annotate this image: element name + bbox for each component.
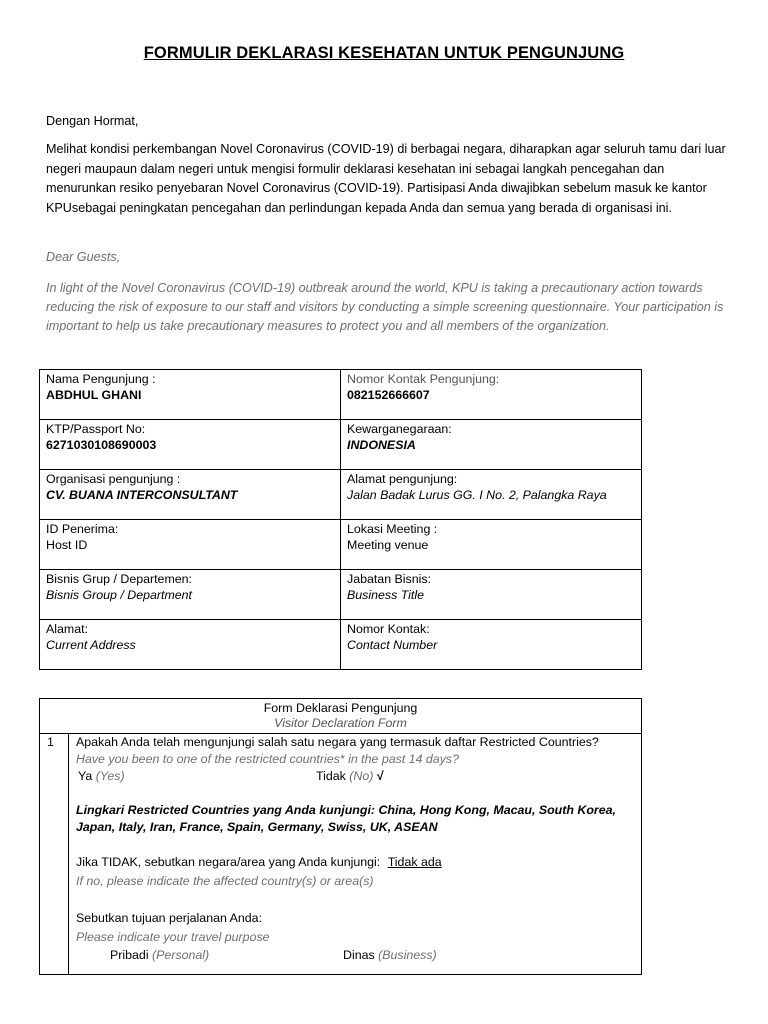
question-number: 1 bbox=[47, 735, 54, 749]
table-row bbox=[40, 520, 642, 570]
cell-value: Bisnis Group / Department bbox=[46, 588, 192, 602]
question-number-column bbox=[40, 734, 69, 974]
table-row bbox=[40, 470, 642, 520]
cell-label: Nomor Kontak Pengunjung: bbox=[347, 372, 500, 386]
option-business[interactable] bbox=[343, 947, 437, 964]
option-personal[interactable] bbox=[110, 947, 209, 964]
cell-label: Kewarganegaraan: bbox=[347, 422, 452, 436]
cell-label: Alamat: bbox=[46, 622, 89, 636]
table-row bbox=[40, 620, 642, 670]
cell-value: 6271030108690003 bbox=[46, 438, 157, 452]
question-3-en: Please indicate your travel purpose bbox=[76, 930, 270, 944]
option-yes[interactable] bbox=[78, 768, 125, 785]
cell-value: CV. BUANA INTERCONSULTANT bbox=[46, 488, 238, 502]
question-2 bbox=[76, 854, 442, 871]
table-row bbox=[40, 570, 642, 620]
question-1-en: Have you been to one of the restricted countries* in the past 14 days? bbox=[76, 752, 459, 766]
option-no[interactable] bbox=[316, 768, 384, 785]
visitor-name-cell[interactable] bbox=[40, 370, 341, 420]
visitor-contact-cell[interactable] bbox=[341, 370, 642, 420]
option-no-en: (No) bbox=[349, 769, 374, 783]
nationality-cell[interactable] bbox=[341, 420, 642, 470]
business-title-cell[interactable] bbox=[341, 570, 642, 620]
greeting-indonesian: Dengan Hormat, bbox=[46, 114, 139, 128]
address-cell[interactable] bbox=[40, 620, 341, 670]
option-business-en: (Business) bbox=[378, 948, 437, 962]
cell-value: 082152666607 bbox=[347, 388, 430, 402]
option-yes-en: (Yes) bbox=[95, 769, 125, 783]
question-2-en: If no, please indicate the affected country(s) or area(s) bbox=[76, 874, 374, 888]
question-1-id: Apakah Anda telah mengunjungi salah satu negara yang termasuk daftar Restricted Countries? bbox=[76, 735, 599, 749]
department-cell[interactable] bbox=[40, 570, 341, 620]
cell-value: ABDHUL GHANI bbox=[46, 388, 142, 402]
cell-label: Lokasi Meeting : bbox=[347, 522, 438, 536]
checkmark-icon: √ bbox=[376, 769, 384, 783]
question-2-id: Jika TIDAK, sebutkan negara/area yang Anda kunjungi: bbox=[76, 855, 381, 869]
cell-label: Organisasi pengunjung : bbox=[46, 472, 181, 486]
option-no-label: Tidak bbox=[316, 769, 346, 783]
cell-label: KTP/Passport No: bbox=[46, 422, 146, 436]
declaration-title-id: Form Deklarasi Pengunjung bbox=[263, 701, 418, 715]
question-2-answer[interactable]: Tidak ada bbox=[387, 855, 442, 869]
intro-english: In light of the Novel Coronavirus (COVID-19) outbreak around the world, KPU is taking a precautionary action towards reducing the risk of exposure to our staff and visitors by conducting a simple screening questionnaire. Your participation is important to help us take precautionary measures to protect you and all members of the organization. bbox=[46, 281, 724, 333]
cell-value: Business Title bbox=[347, 588, 425, 602]
option-personal-en: (Personal) bbox=[152, 948, 210, 962]
host-id-cell[interactable] bbox=[40, 520, 341, 570]
option-business-label: Dinas bbox=[343, 948, 375, 962]
cell-value: INDONESIA bbox=[347, 438, 416, 452]
cell-value: Contact Number bbox=[347, 638, 438, 652]
cell-label: Nomor Kontak: bbox=[347, 622, 430, 636]
restricted-countries: Lingkari Restricted Countries yang Anda kunjungi: China, Hong Kong, Macau, South Korea, Japan, Italy, Iran, France, Spain, Germany, Swiss, UK, ASEAN bbox=[76, 803, 616, 834]
table-row bbox=[40, 370, 642, 420]
organization-cell[interactable] bbox=[40, 470, 341, 520]
cell-value: Meeting venue bbox=[347, 538, 429, 552]
cell-value: Current Address bbox=[46, 638, 136, 652]
cell-label: Bisnis Grup / Departemen: bbox=[46, 572, 192, 586]
table-row bbox=[40, 420, 642, 470]
cell-label: Alamat pengunjung: bbox=[347, 472, 458, 486]
cell-label: Nama Pengunjung : bbox=[46, 372, 156, 386]
question-3-id: Sebutkan tujuan perjalanan Anda: bbox=[76, 911, 263, 925]
visitor-address-cell[interactable] bbox=[341, 470, 642, 520]
cell-value: Host ID bbox=[46, 538, 88, 552]
visitor-info-table bbox=[39, 369, 642, 670]
meeting-location-cell[interactable] bbox=[341, 520, 642, 570]
contact-number-cell[interactable] bbox=[341, 620, 642, 670]
intro-indonesian: Melihat kondisi perkembangan Novel Coronavirus (COVID-19) di berbagai negara, diharapkan agar seluruh tamu dari luar negeri maupaun dalam negeri untuk mengisi formulir deklarasi kesehatan ini sebagai langkah pencegahan dan menurunkan resiko penyebaran Novel Coronavirus (COVID-19). Partisipasi Anda diwajibkan sebelum masuk ke kantor KPUsebagai peningkatan pencegahan dan perlindungan kepada Anda dan semua yang berada di organisasi ini. bbox=[46, 142, 726, 215]
cell-label: Jabatan Bisnis: bbox=[347, 572, 432, 586]
passport-cell[interactable] bbox=[40, 420, 341, 470]
cell-value: Jalan Badak Lurus GG. I No. 2, Palangka Raya bbox=[347, 488, 607, 502]
greeting-english: Dear Guests, bbox=[46, 250, 121, 264]
cell-label: ID Penerima: bbox=[46, 522, 119, 536]
declaration-header bbox=[40, 699, 641, 734]
declaration-title-en: Visitor Declaration Form bbox=[274, 716, 407, 730]
visitor-declaration-form bbox=[39, 698, 642, 975]
option-personal-label: Pribadi bbox=[110, 948, 149, 962]
option-yes-label: Ya bbox=[78, 769, 93, 783]
form-title: FORMULIR DEKLARASI KESEHATAN UNTUK PENGUNJUNG bbox=[143, 44, 625, 62]
